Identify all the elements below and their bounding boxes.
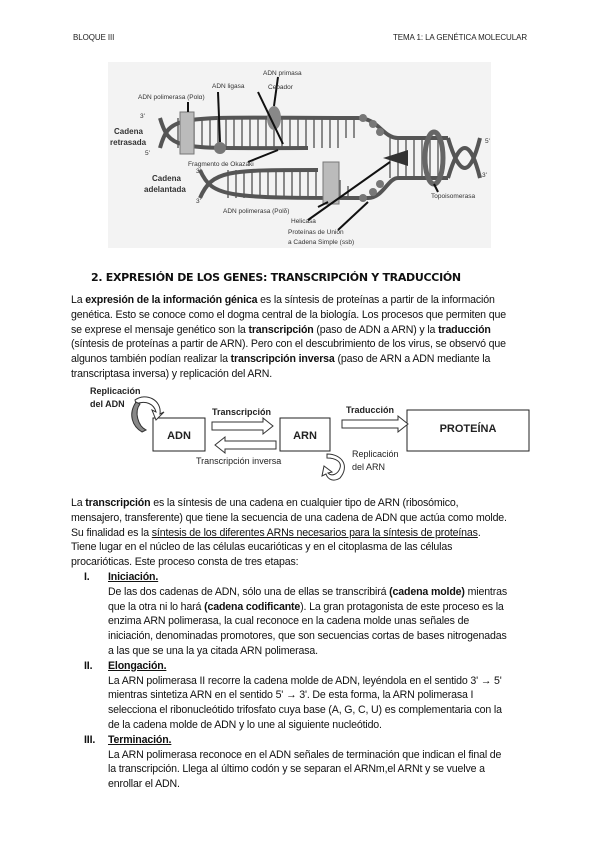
bold-term: traducción	[438, 323, 491, 336]
label-topoisomerase: Topoisomerasa	[431, 193, 476, 200]
underlined-text: síntesis de los diferentes ARNs necesarios para la síntesis de proteínas	[151, 526, 478, 539]
label-helicase: Helicasa	[291, 218, 316, 225]
label-leading-strand: Cadena	[152, 174, 181, 183]
text-line	[108, 585, 507, 600]
label-translation: Traducción	[346, 405, 395, 415]
text-run: .	[477, 526, 481, 539]
text-run: mensajero, transferente) que tiene la secuencia de una cadena de ADN que actúa como molde.	[71, 511, 507, 524]
polymerase-alpha	[180, 112, 194, 154]
bold-term: (cadena molde)	[389, 585, 465, 598]
text-line	[108, 629, 507, 644]
text-line	[71, 337, 506, 352]
text-line	[108, 777, 507, 792]
stage-item	[71, 733, 507, 792]
lagging-strand-rungs	[178, 118, 354, 148]
reverse-transcription-arrow	[215, 437, 276, 453]
label-ligase: ADN ligasa	[212, 83, 245, 90]
box-adn-label: ADN	[167, 430, 191, 442]
label-rna-replication: del ARN	[352, 462, 386, 472]
text-run: mientras sintetiza ARN en el sentido 5' → 3'. De esta forma, la ARN polimerasa I	[108, 689, 474, 702]
label-primer: Cebador	[268, 84, 293, 91]
text-run: de la cadena molde de ADN y lo une al siguiente nucleótido.	[108, 718, 382, 731]
text-run: enrollar el ADN.	[108, 778, 180, 791]
text-run: (paso de ARN a ADN mediante la	[334, 353, 491, 366]
text-line	[108, 688, 507, 703]
label-leading-strand: adelantada	[144, 185, 186, 194]
polymerase-delta	[323, 162, 339, 204]
label-okazaki: Fragmento de Okazaki	[188, 161, 254, 168]
text-line	[108, 614, 507, 629]
bold-term: transcripción	[248, 323, 314, 336]
text-line	[71, 511, 507, 526]
text-run: ). La gran protagonista de este proceso es la	[300, 600, 504, 613]
text-run: selecciona el ribonucleótido trifosfato cuya base (A, G, C, U) es complementaria con la	[108, 704, 502, 717]
text-run: es la síntesis de proteínas a partir de la información	[257, 294, 495, 306]
text-run: se exprese el mensaje genético son la	[71, 323, 249, 336]
stage-number: I.	[84, 571, 90, 583]
text-line	[71, 555, 507, 570]
text-run: (síntesis de proteínas a partir de ARN). Pero con el descubrimiento de los virus, se observó que	[71, 338, 506, 351]
stage-number: III.	[84, 733, 96, 746]
box-protein-label: PROTEÍNA	[439, 423, 497, 435]
text-run: es la síntesis de una cadena en cualquier tipo de ARN (ribosómico,	[150, 497, 459, 509]
stage-description	[108, 674, 507, 733]
text-run: (paso de ADN a ARN) y la	[313, 323, 439, 336]
text-line	[71, 308, 506, 323]
text-run: a las que se una la ya citada ARN polimerasa.	[108, 644, 318, 657]
transcription-arrow	[212, 418, 273, 434]
stage-item	[71, 570, 507, 659]
label-primase: ADN primasa	[263, 70, 302, 77]
label-3prime: 3'	[196, 198, 201, 205]
text-run: La	[71, 497, 86, 509]
text-run: algunos también podían realizar la	[71, 353, 231, 366]
paragraph-transcription	[71, 496, 507, 570]
label-dna-replication: del ADN	[90, 399, 125, 409]
text-line	[71, 352, 506, 367]
parental-helix	[448, 138, 480, 178]
label-3prime: 3'	[196, 168, 201, 175]
text-run: La ARN polimerasa II recorre la cadena molde de ADN, leyéndola en el sentido 3' → 5'	[108, 674, 502, 687]
text-line	[108, 748, 507, 763]
text-line	[108, 644, 507, 659]
label-polymerase-delta: ADN polimerasa (Polδ)	[223, 208, 290, 215]
text-run: iniciación, denominadas promotores, que son secuencias cortas de bases nitrogenadas	[108, 630, 507, 643]
text-line	[71, 496, 507, 511]
text-line	[108, 674, 507, 689]
label-transcription: Transcripción	[212, 407, 272, 417]
text-run: Tiene lugar en el núcleo de las células eucarióticas y en el citoplasma de las células	[71, 541, 453, 554]
text-run: La ARN polimerasa reconoce en el ADN señales de terminación que indican el final de	[108, 748, 502, 761]
dna-replication-arrow-tail	[132, 402, 146, 432]
text-line	[71, 526, 507, 541]
text-run: De las dos cadenas de ADN, sólo una de ellas se transcribirá	[108, 585, 390, 598]
stage-number: II.	[84, 659, 93, 672]
text-line	[108, 703, 507, 718]
transcription-stages-list	[71, 570, 507, 792]
dna-replication-arrow	[135, 397, 164, 420]
box-arn-label: ARN	[293, 430, 317, 442]
rna-replication-arrow	[322, 454, 344, 480]
label-rna-replication: Replicación	[352, 449, 399, 459]
lagging-template-strand	[160, 118, 448, 148]
stage-title: Terminación.	[108, 733, 172, 746]
label-lagging-strand: retrasada	[110, 138, 147, 147]
text-run: que la otra ni lo hará	[108, 600, 205, 613]
label-5prime: 5'	[145, 150, 150, 157]
text-line	[108, 718, 507, 733]
label-3prime: 3'	[140, 113, 145, 120]
bold-term: expresión de la información génica	[85, 294, 258, 306]
text-run: enzima ARN polimerasa, la cual reconoce en la cadena molde unas señales de	[108, 615, 470, 628]
stage-title: Elongación.	[108, 659, 167, 672]
stage-title: Iniciación.	[108, 571, 159, 583]
label-3prime: 3'	[482, 172, 487, 179]
paragraph-gene-expression	[71, 293, 506, 382]
translation-arrow	[342, 416, 408, 432]
bold-term: (cadena codificante	[204, 600, 301, 613]
label-ssb-1: Proteínas de Unión	[288, 229, 344, 236]
text-line	[108, 600, 507, 615]
text-run: procarióticas. Este proceso consta de tres etapas:	[71, 556, 299, 569]
central-dogma-diagram	[80, 382, 540, 487]
stage-description	[108, 748, 507, 792]
text-line	[71, 323, 506, 338]
label-lagging-strand: Cadena	[114, 127, 143, 136]
text-run: genética. Esto se conoce como el dogma central de la biología. Los procesos que permiten que	[71, 308, 506, 321]
text-run: La	[71, 294, 86, 306]
label-dna-replication: Replicación	[90, 386, 141, 396]
bold-term: transcripción inversa	[230, 353, 335, 366]
text-line	[71, 293, 506, 308]
text-run: la transcripción. Llega al último codón y se separan el ARNm,el ARNt y se vuelve a	[108, 763, 485, 776]
text-line	[71, 540, 507, 555]
dna-replication-figure	[108, 62, 491, 248]
text-run: Su finalidad es la	[71, 526, 152, 539]
label-reverse-transcription: Transcripción inversa	[196, 456, 282, 466]
ligase	[214, 142, 226, 154]
text-run: mientras	[464, 585, 507, 598]
header-right: TEMA 1: LA GENÉTICA MOLECULAR	[392, 33, 527, 42]
section-heading: 2. EXPRESIÓN DE LOS GENES: TRANSCRIPCIÓN Y TRADUCCIÓN	[91, 271, 461, 284]
text-run: transcriptasa inversa) y replicación del ARN.	[71, 367, 273, 380]
bold-term: transcripción	[85, 497, 151, 509]
label-5prime: 5'	[485, 138, 490, 145]
label-ssb-2: a Cadena Simple (ssb)	[288, 239, 355, 246]
header-left: BLOQUE III	[73, 33, 115, 42]
label-polymerase-alpha: ADN polimerasa (Polα)	[138, 94, 205, 101]
text-line	[108, 762, 507, 777]
stage-description	[108, 585, 507, 659]
stage-item	[71, 659, 507, 733]
text-line	[71, 367, 506, 382]
